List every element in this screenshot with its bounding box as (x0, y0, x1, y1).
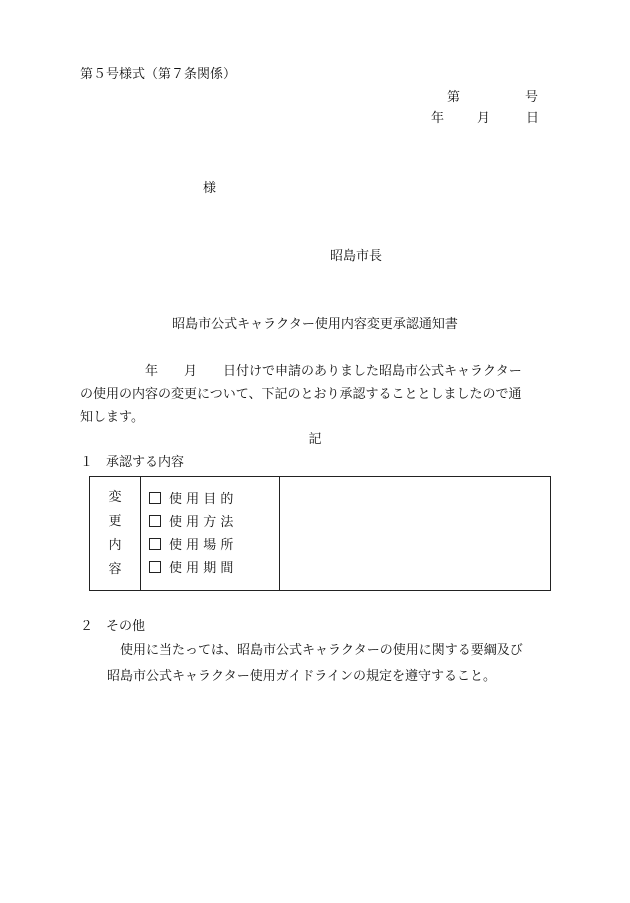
option-period[interactable] (149, 557, 279, 580)
form-number-title: 第５号様式（第７条関係） (80, 67, 237, 82)
option-label: 使 用 目 的 (169, 491, 234, 507)
label-char: 更 (108, 513, 122, 529)
number-suffix: 号 (525, 90, 539, 105)
ki-heading: 記 (308, 432, 322, 447)
document-title: 昭島市公式キャラクター使用内容変更承認通知書 (172, 317, 458, 332)
note-line-2: 昭島市公式キャラクター使用ガイドラインの規定を遵守すること。 (107, 669, 496, 684)
change-content-label (90, 477, 141, 591)
body-paragraph (80, 360, 552, 429)
option-place[interactable] (149, 534, 279, 557)
document-number-line (447, 91, 537, 104)
change-options (141, 477, 280, 591)
option-label: 使 用 期 間 (169, 560, 234, 576)
label-char: 内 (108, 537, 122, 553)
checkbox-icon[interactable] (149, 515, 161, 527)
label-char: 容 (108, 561, 122, 577)
addressee: 様 (203, 181, 217, 196)
number-prefix: 第 (447, 90, 461, 105)
checkbox-icon[interactable] (149, 538, 161, 550)
note-line-1: 使用に当たっては、昭島市公式キャラクターの使用に関する要綱及び (120, 643, 523, 658)
body-line-2: の使用の内容の変更について、下記のとおり承認することとしましたので通 (80, 387, 522, 402)
date-year: 年 (431, 111, 445, 126)
option-purpose[interactable] (149, 488, 279, 511)
date-month: 月 (477, 111, 491, 126)
body-line-1: 年 月 日付けで申請のありました昭島市公式キャラクター (80, 364, 522, 379)
checkbox-icon[interactable] (149, 561, 161, 573)
option-label: 使 用 場 所 (169, 537, 234, 553)
sender: 昭島市長 (330, 249, 383, 264)
section-2-text (80, 638, 552, 690)
date-day: 日 (526, 111, 540, 126)
option-label: 使 用 方 法 (169, 514, 234, 530)
change-details-cell[interactable] (280, 477, 551, 591)
checkbox-icon[interactable] (149, 492, 161, 504)
option-method[interactable] (149, 511, 279, 534)
section-2-heading: ２ その他 (80, 619, 146, 634)
section-1-heading: １ 承認する内容 (80, 455, 185, 470)
label-char: 変 (108, 489, 122, 505)
body-line-3: 知します。 (80, 410, 144, 425)
change-content-table (89, 476, 551, 591)
date-line (431, 112, 541, 125)
